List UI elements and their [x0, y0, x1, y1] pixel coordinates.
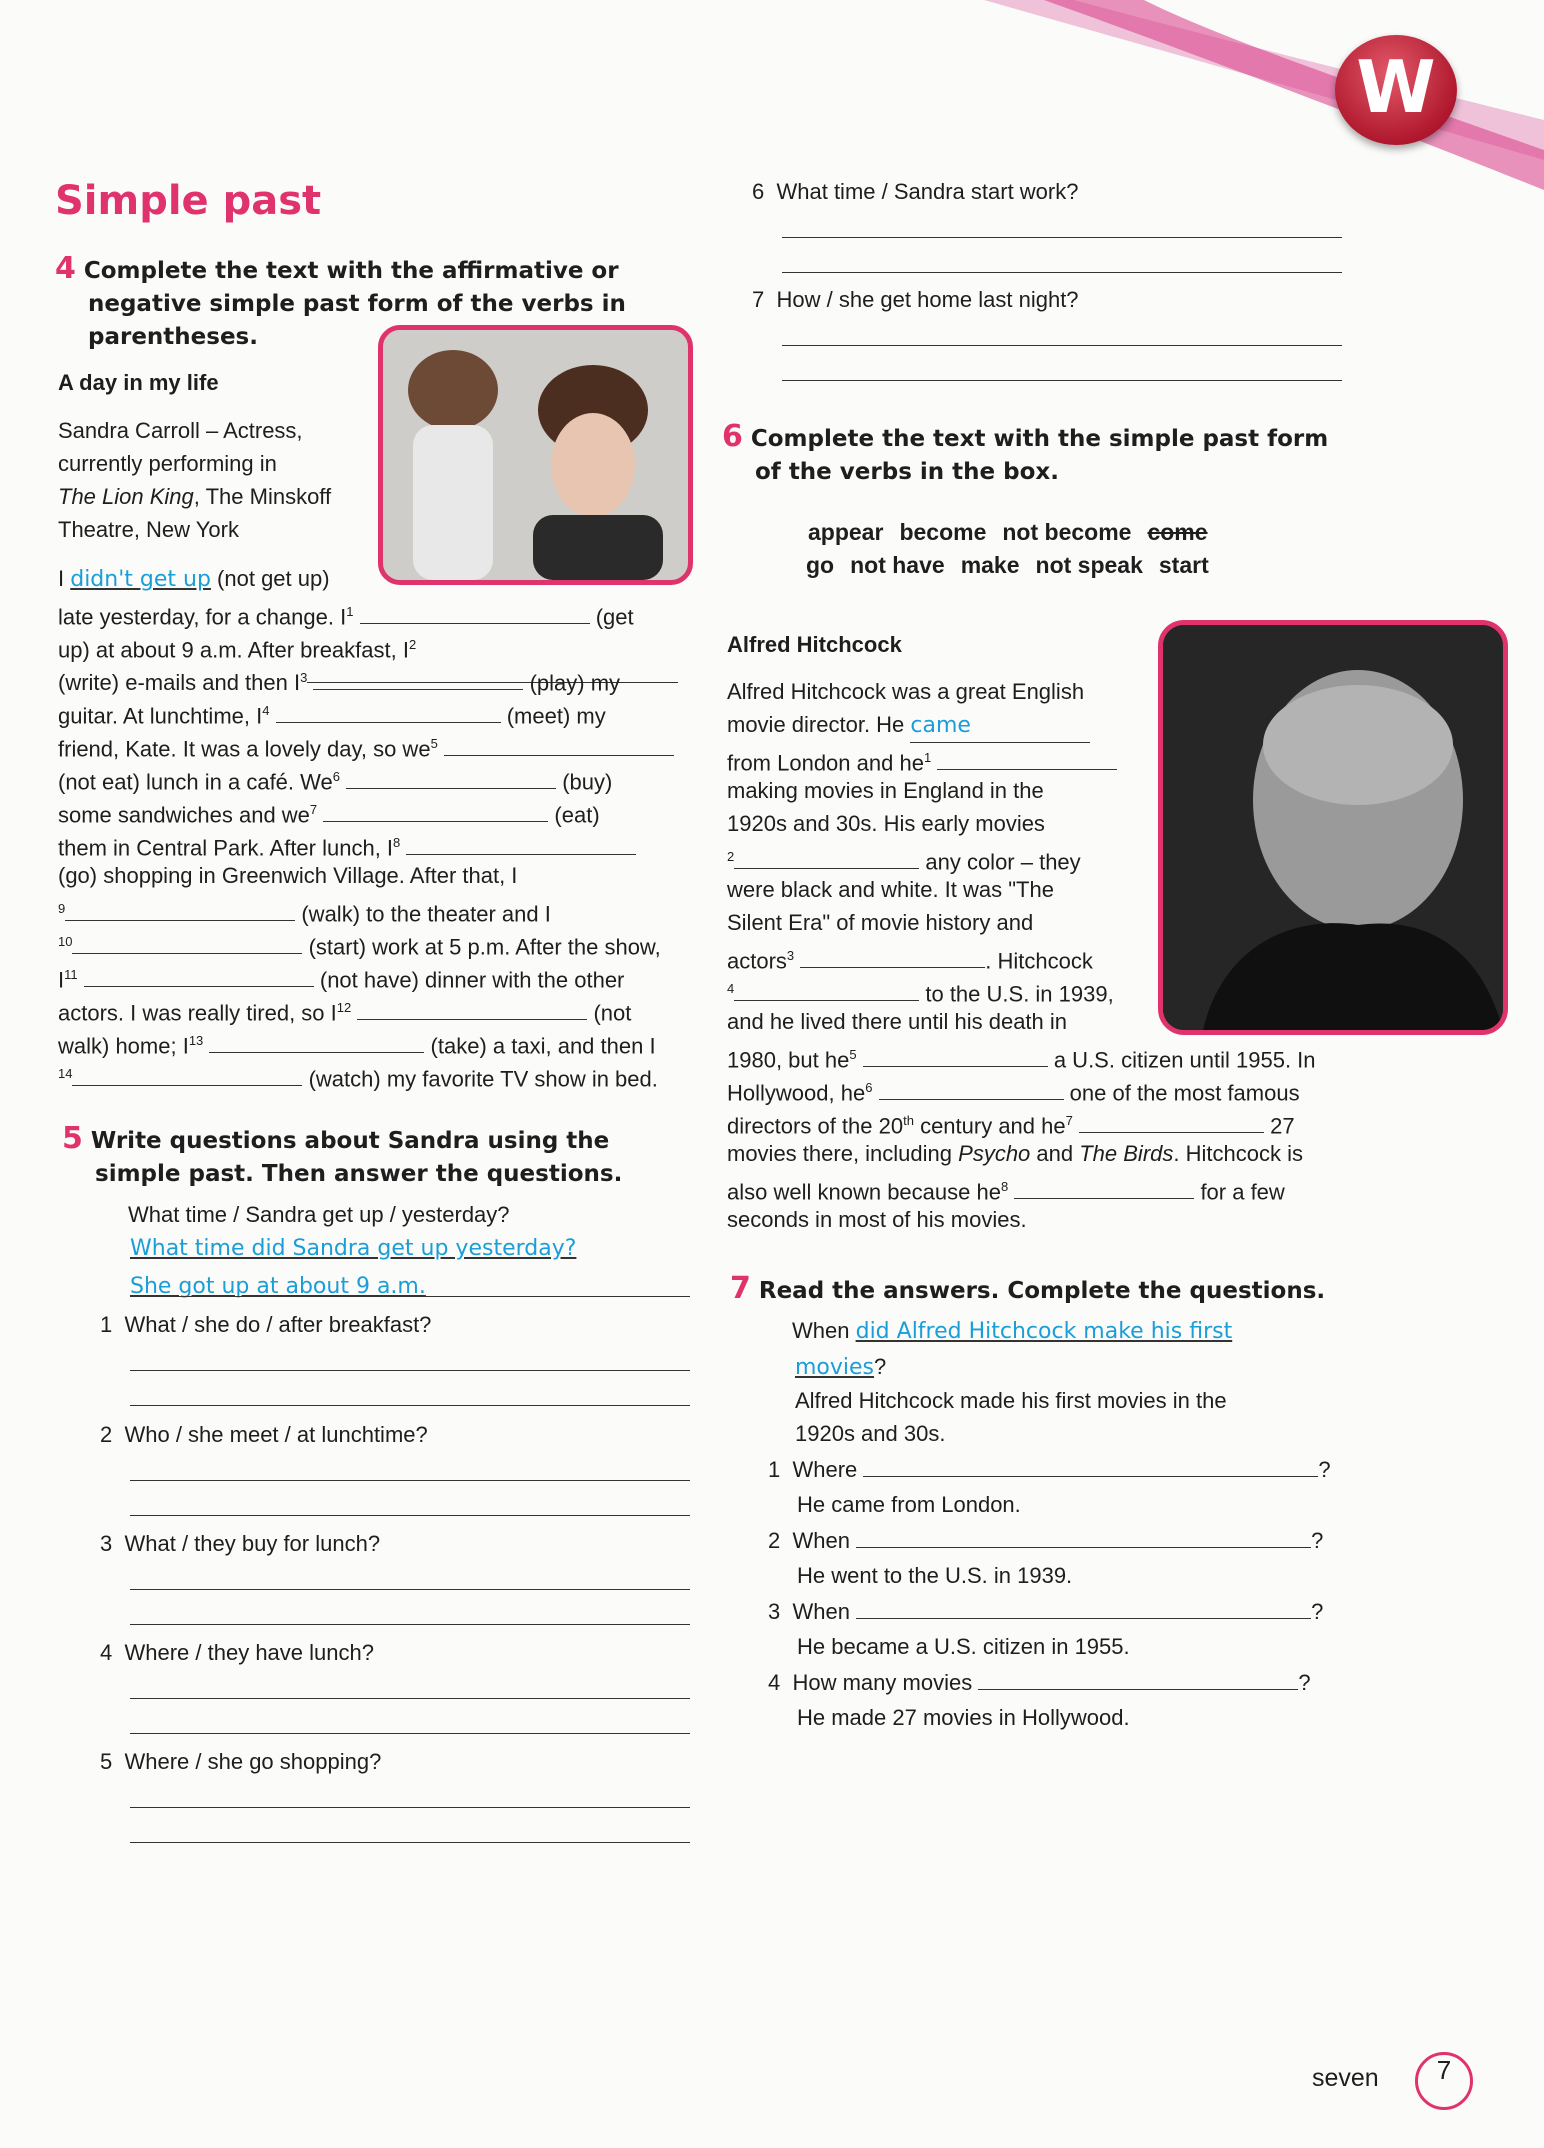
ex6-line-text: for a few: [1200, 1179, 1285, 1205]
question-word: Where: [792, 1457, 858, 1482]
item-number: 4: [768, 1670, 781, 1695]
word-box-item: make: [960, 552, 1020, 578]
question-word: When: [792, 1528, 850, 1553]
item-prompt: What time / Sandra start work?: [776, 179, 1079, 204]
ex6-line-text: directors of the 20: [727, 1113, 904, 1139]
ex6-line-text: one of the most famous: [1069, 1080, 1300, 1106]
blank-number: 4: [727, 981, 735, 996]
hitchcock-photo: [1158, 620, 1508, 1035]
ex6-line: seconds in most of his movies.: [727, 1207, 1027, 1232]
question-word: When: [792, 1318, 850, 1343]
ex4-line-text: (buy): [562, 769, 613, 795]
blank-number: 3: [786, 948, 795, 963]
word-box-item: appear: [808, 519, 884, 545]
ex4-line: I didn't get up (not get up): [58, 566, 330, 592]
ex4-line-text: (watch) my favorite TV show in bed.: [308, 1066, 658, 1092]
ex4-line-text: (not: [593, 1000, 632, 1026]
badge-letter: W: [1356, 45, 1436, 129]
ex7-example-reply: Alfred Hitchcock made his first movies in the: [795, 1388, 1227, 1413]
ex5-example-prompt: What time / Sandra get up / yesterday?: [128, 1202, 510, 1227]
blank-5[interactable]: [444, 735, 674, 756]
blank-number: 12: [336, 1000, 352, 1015]
word-box-item: start: [1158, 552, 1209, 578]
page-word: seven: [1312, 2064, 1379, 2092]
byline: currently performing in: [58, 451, 277, 476]
ex6-number: 6: [722, 419, 743, 454]
item-prompt: What / they buy for lunch?: [124, 1531, 381, 1556]
ex6-line: Alfred Hitchcock was a great English: [727, 679, 1085, 704]
ex5-instruction-line: simple past. Then answer the questions.: [95, 1161, 623, 1187]
ex5-item: [752, 175, 1078, 208]
blank-4[interactable]: [276, 702, 501, 723]
ex6-line-text: also well known because he: [727, 1179, 1001, 1205]
blank-number: 7: [309, 802, 318, 817]
ex6-line-text: a U.S. citizen until 1955. In: [1053, 1047, 1316, 1073]
word-box-row-1: [808, 516, 1224, 549]
ex5-example-answer-line: [130, 1296, 690, 1297]
blank-number: 5: [430, 736, 438, 751]
blank-number: 11: [64, 967, 78, 982]
ex7-item-answer: He made 27 movies in Hollywood.: [797, 1705, 1130, 1730]
movie-title: The Birds: [1079, 1141, 1174, 1166]
ex5-instruction: [62, 1122, 622, 1191]
ex4-line-text: (play) my: [529, 670, 621, 696]
blank-number: 10: [58, 934, 73, 949]
ex7-item: 1 Where ?: [768, 1457, 1331, 1482]
blank-11[interactable]: [84, 966, 314, 987]
ex5-item: [100, 1745, 381, 1778]
ex6-heading: Alfred Hitchcock: [727, 632, 902, 657]
ex6-line-text: to the U.S. in 1939,: [925, 981, 1114, 1007]
ex4-line: (go) shopping in Greenwich Village. After that, I: [58, 863, 518, 888]
item-number: 2: [768, 1528, 781, 1553]
ex7-question-blank[interactable]: [856, 1598, 1311, 1619]
ex7-item-answer: He became a U.S. citizen in 1955.: [797, 1634, 1130, 1659]
ex5-item: [100, 1308, 431, 1341]
ex4-line-text: (not have) dinner with the other: [319, 967, 625, 993]
answer-line[interactable]: [130, 1733, 690, 1734]
ex6-line-text: and: [1030, 1141, 1080, 1166]
answer-line[interactable]: [782, 237, 1342, 238]
word-box-item: become: [899, 519, 987, 545]
page-number: 7: [1415, 2052, 1473, 2110]
blank-number: 13: [188, 1033, 204, 1048]
byline: Theatre, New York: [58, 517, 239, 542]
answer-line[interactable]: [130, 1515, 690, 1516]
item-prompt: Who / she meet / at lunchtime?: [124, 1422, 428, 1447]
ex7-instruction: [730, 1272, 1325, 1308]
ex6-line: Silent Era" of movie history and: [727, 910, 1034, 935]
ex4-line-text: (walk) to the theater and I: [301, 901, 551, 927]
ex6-blank-4[interactable]: [734, 980, 919, 1001]
ex4-line-text: them in Central Park. After lunch, I: [58, 835, 394, 861]
ex4-line-text: (write) e-mails and then I: [58, 670, 301, 696]
blank-9[interactable]: [65, 900, 295, 921]
ex6-blank-8[interactable]: [1014, 1178, 1194, 1199]
ex6-line: [727, 1137, 1303, 1170]
ex7-instruction-line: Read the answers. Complete the questions.: [758, 1278, 1326, 1304]
question-word: How many movies: [792, 1670, 973, 1695]
ex5-instruction-line: Write questions about Sandra using the: [90, 1128, 610, 1154]
blank-number: 7: [1065, 1113, 1073, 1128]
ex4-instruction-line: parentheses.: [88, 324, 258, 350]
item-number: 4: [100, 1640, 113, 1665]
ex7-question-blank[interactable]: [856, 1527, 1311, 1548]
ex6-blank-7[interactable]: [1079, 1112, 1264, 1133]
ex4-line-text: (not get up): [217, 566, 330, 591]
blank-number: 1: [923, 750, 932, 765]
ex4-line-text: (not eat) lunch in a café. We: [58, 769, 333, 795]
blank-number: 1: [346, 604, 354, 619]
ex7-item-answer: He went to the U.S. in 1939.: [797, 1563, 1073, 1588]
ex6-blank-6[interactable]: [879, 1079, 1064, 1100]
ex6-line: making movies in England in the: [727, 778, 1044, 803]
ex6-line-text: movie director. He: [727, 712, 905, 737]
item-number: 6: [752, 179, 765, 204]
ex4-line-text: (take) a taxi, and then I: [430, 1033, 656, 1059]
blank-7[interactable]: [323, 801, 548, 822]
ex4-line: [58, 1057, 658, 1095]
blank-number: 9: [58, 901, 66, 916]
word-box-item: go: [806, 552, 835, 578]
ex7-example-question: [792, 1314, 1232, 1348]
ex4-instruction-line: Complete the text with the affirmative or: [83, 258, 619, 284]
item-prompt: How / she get home last night?: [776, 287, 1079, 312]
word-box-row-2: [806, 549, 1225, 582]
ex6-instruction: [722, 420, 1328, 489]
ex7-question-blank[interactable]: [863, 1456, 1318, 1477]
item-number: 1: [100, 1312, 113, 1337]
ex6-line-text: . Hitchcock: [985, 948, 1093, 974]
answer-line[interactable]: [782, 272, 1342, 273]
ex5-example-question: What time did Sandra get up yesterday?: [130, 1236, 577, 1261]
ex6-line-text: century and he: [913, 1113, 1066, 1139]
ex7-example-reply: 1920s and 30s.: [795, 1421, 946, 1446]
ex5-item: [100, 1527, 380, 1560]
blank-number: 14: [58, 1066, 73, 1081]
blank-12[interactable]: [357, 999, 587, 1020]
ordinal-suffix: th: [903, 1113, 914, 1128]
ex5-number: 5: [62, 1121, 83, 1156]
show-title: The Lion King: [58, 484, 194, 509]
answer-line[interactable]: [130, 1405, 690, 1406]
answer-line[interactable]: [130, 1807, 690, 1808]
answer-line[interactable]: [782, 345, 1342, 346]
ex6-line-text: actors: [727, 948, 787, 974]
blank-13[interactable]: [209, 1032, 424, 1053]
blank-number: 6: [332, 769, 340, 784]
blank-14[interactable]: [72, 1065, 302, 1086]
ex7-item: 2 When ?: [768, 1528, 1324, 1553]
blank-3[interactable]: [313, 669, 523, 690]
ex4-line-text: I: [58, 967, 65, 993]
blank-number: 8: [393, 835, 401, 850]
blank-number: 4: [262, 703, 270, 718]
movie-title: Psycho: [958, 1141, 1031, 1166]
word-box-item: not have: [850, 552, 945, 578]
answer-line[interactable]: [130, 1370, 690, 1371]
ex7-item: 3 When ?: [768, 1599, 1324, 1624]
ex6-line: were black and white. It was "The: [727, 877, 1054, 902]
ex6-line-text: . Hitchcock is: [1173, 1141, 1303, 1166]
item-number: 3: [768, 1599, 781, 1624]
ex7-number: 7: [730, 1271, 751, 1306]
item-number: 1: [768, 1457, 781, 1482]
ex6-line-text: 1980, but he: [727, 1047, 850, 1073]
blank-6[interactable]: [346, 768, 556, 789]
ex4-line-text: friend, Kate. It was a lovely day, so we: [58, 736, 431, 762]
ex6-blank-1[interactable]: [937, 749, 1117, 770]
answer-line[interactable]: [130, 1480, 690, 1481]
ex6-blank-3[interactable]: [800, 947, 985, 968]
ex4-line-text: guitar. At lunchtime, I: [58, 703, 263, 729]
answer-line[interactable]: [782, 380, 1342, 381]
ex7-question-blank[interactable]: [978, 1669, 1298, 1690]
blank-8[interactable]: [406, 834, 636, 855]
ex4-line-text: some sandwiches and we: [58, 802, 310, 828]
blank-number: 6: [865, 1080, 873, 1095]
item-number: 5: [100, 1749, 113, 1774]
ex4-heading: A day in my life: [58, 370, 219, 395]
ex4-line-text: (start) work at 5 p.m. After the show,: [308, 934, 661, 960]
ex4-line-text: late yesterday, for a change. I: [58, 604, 347, 630]
blank-number: 2: [727, 849, 735, 864]
ex4-line-text: (meet) my: [506, 703, 606, 729]
ex4-line-text: walk) home; I: [58, 1033, 189, 1059]
blank-number: 8: [1000, 1179, 1009, 1194]
ex6-line-text: movies there, including: [727, 1141, 953, 1166]
word-box-item-used: come: [1147, 519, 1208, 545]
answer-line[interactable]: [130, 1624, 690, 1625]
ex4-number: 4: [55, 251, 76, 286]
item-number: 2: [100, 1422, 113, 1447]
ex4-line-text: (get: [595, 604, 634, 630]
makeup-photo: [378, 325, 693, 585]
ex6-blank-5[interactable]: [863, 1046, 1048, 1067]
blank-10[interactable]: [72, 933, 302, 954]
ex7-example-question-cont: movies?: [795, 1354, 887, 1380]
item-number: 7: [752, 287, 765, 312]
ex6-blank-2[interactable]: [734, 848, 919, 869]
ex5-example-answer: She got up at about 9 a.m.: [130, 1274, 426, 1299]
ex5-item: [100, 1636, 374, 1669]
ex6-example-answer: came: [910, 709, 1090, 743]
section-title: Simple past: [55, 178, 322, 224]
word-box-item: not become: [1002, 519, 1132, 545]
ex5-item: [752, 283, 1079, 316]
ex7-example-answer: did Alfred Hitchcock make his first: [855, 1319, 1233, 1344]
item-prompt: Where / she go shopping?: [124, 1749, 382, 1774]
ex6-line-text: 27: [1270, 1113, 1295, 1139]
workbook-badge: [1335, 35, 1457, 145]
blank-number: 2: [408, 637, 417, 652]
ex5-item: [100, 1418, 428, 1451]
ex4-example-answer: didn't get up: [70, 567, 211, 592]
ex7-item-answer: He came from London.: [797, 1492, 1021, 1517]
ex6-line: 1920s and 30s. His early movies: [727, 811, 1045, 836]
blank-number: 3: [300, 670, 308, 685]
ex6-line-text: any color – they: [925, 849, 1081, 875]
blank-1[interactable]: [360, 603, 590, 624]
ex4-instruction-line: negative simple past form of the verbs in: [88, 291, 626, 317]
question-word: When: [792, 1599, 850, 1624]
ex6-line-text: Hollywood, he: [727, 1080, 866, 1106]
item-prompt: Where / they have lunch?: [124, 1640, 374, 1665]
ex6-instruction-line: of the verbs in the box.: [755, 459, 1059, 485]
item-prompt: What / she do / after breakfast?: [124, 1312, 432, 1337]
ex4-line-text: up) at about 9 a.m. After breakfast, I: [58, 637, 409, 663]
ex6-line-text: from London and he: [727, 750, 924, 776]
blank-number: 5: [849, 1047, 857, 1062]
ex7-item: 4 How many movies ?: [768, 1670, 1311, 1695]
byline: Sandra Carroll – Actress,: [58, 418, 303, 443]
item-number: 3: [100, 1531, 113, 1556]
byline: [58, 480, 331, 513]
answer-line[interactable]: [130, 1698, 690, 1699]
ex4-line-text: (eat): [554, 802, 600, 828]
byline-rest: , The Minskoff: [193, 484, 332, 509]
ex6-line: [727, 708, 1090, 743]
answer-line[interactable]: [130, 1589, 690, 1590]
ex6-line: and he lived there until his death in: [727, 1009, 1068, 1034]
ex6-instruction-line: Complete the text with the simple past form: [750, 426, 1329, 452]
answer-line[interactable]: [130, 1842, 690, 1843]
ex7-example-answer: movies: [795, 1355, 875, 1380]
ex4-line-text: actors. I was really tired, so I: [58, 1000, 337, 1026]
word-box-item: not speak: [1035, 552, 1143, 578]
